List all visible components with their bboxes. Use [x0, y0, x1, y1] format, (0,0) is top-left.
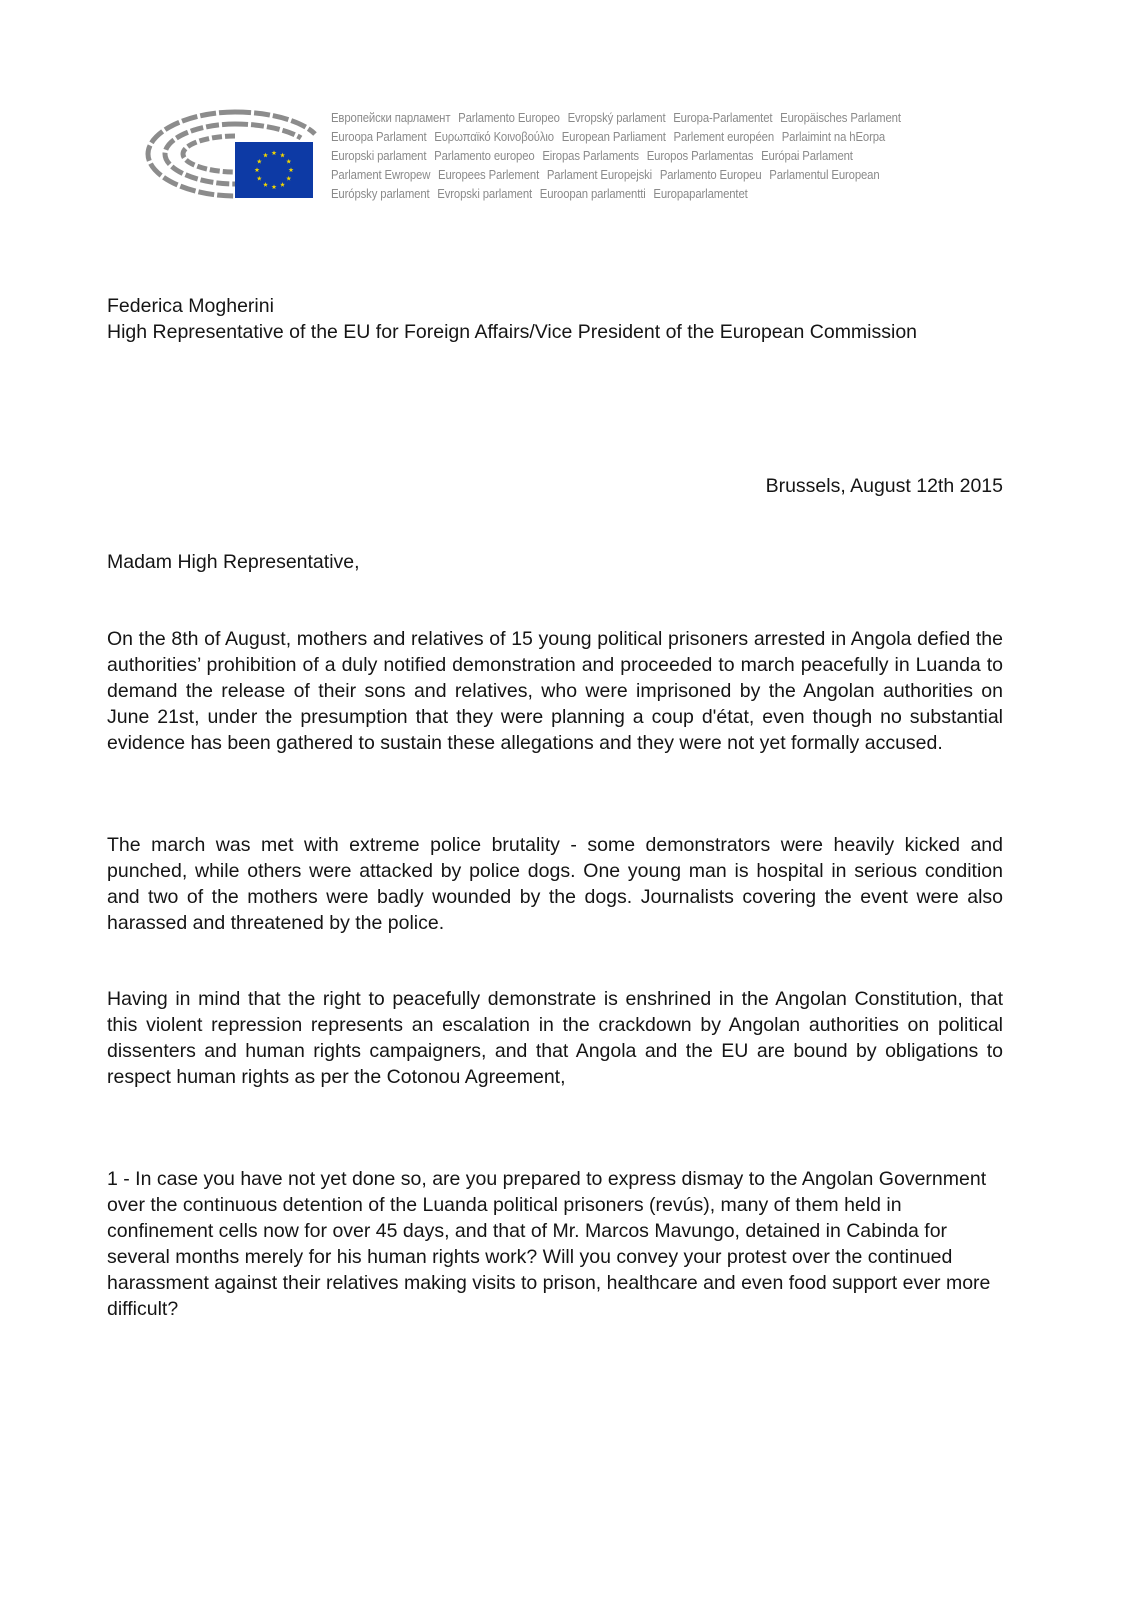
language-name: Europees Parlement — [438, 167, 540, 182]
language-row — [331, 127, 890, 146]
eu-flag — [235, 142, 313, 198]
european-parliament-logo — [143, 104, 323, 200]
language-name: Evropský parlament — [567, 110, 666, 125]
language-name: Parlamento europeo — [434, 148, 535, 163]
language-name: Europa-Parlamentet — [673, 110, 773, 125]
language-names — [331, 108, 901, 203]
language-name: Parlaimint na hEorpa — [781, 129, 886, 144]
language-name: Европейски парламент — [331, 110, 451, 125]
language-name: European Parliament — [561, 129, 666, 144]
language-name: Ευρωπαϊκό Κοινοβούλιο — [434, 129, 554, 144]
language-name: Europäisches Parlament — [780, 110, 901, 125]
language-name: Parlement européen — [673, 129, 775, 144]
language-name: Europski parlament — [331, 148, 427, 163]
question-paragraph: 1 - In case you have not yet done so, are you prepared to express dismay to the Angolan Government over the continuous detention of the Luanda political prisoners (revús), many of them held in confinement cells now for over 45 days, and that of Mr. Marcos Mavungo, detained in Cabinda for several months merely for his human rights work? Will you convey your protest over the continued harassment against their relatives making visits to prison, healthcare and even food support ever more difficult? — [107, 1168, 991, 1320]
letterhead — [143, 104, 973, 204]
language-name: Europos Parlamentas — [646, 148, 754, 163]
language-name: Parlamento Europeu — [659, 167, 762, 182]
language-name: Evropski parlament — [437, 186, 533, 201]
language-name: Parlamentul European — [769, 167, 880, 182]
recipient-block — [107, 293, 1003, 345]
language-name: Europaparlamentet — [653, 186, 748, 201]
paragraph: On the 8th of August, mothers and relatives of 15 young political prisoners arrested in Angola defied the authorities’ prohibition of a duly notified demonstration and proceeded to march peacefully in Luanda to demand the release of their sons and relatives, who were imprisoned by the Angolan authorities on June 21st, under the presumption that they were planning a coup d'état, even though no substantial evidence has been gathered to sustain these allegations and they were not yet formally accused. — [107, 628, 1003, 754]
language-row — [331, 108, 901, 127]
salutation: Madam High Representative, — [107, 551, 360, 573]
paragraph: Having in mind that the right to peacefully demonstrate is enshrined in the Angolan Constitution, that this violent repression represents an escalation in the crackdown by Angolan authorities on political dissenters and human rights campaigners, and that Angola and the EU are bound by obligations to respect human rights as per the Cotonou Agreement, — [107, 988, 1003, 1088]
language-row — [331, 146, 890, 165]
language-name: Euroopa Parlament — [331, 129, 427, 144]
paragraph: The march was met with extreme police brutality - some demonstrators were heavily kicked and punched, while others were attacked by police dogs. One young man is hospital in serious condition and two of the mothers were badly wounded by the dogs. Journalists covering the event were also harassed and threatened by the police. — [107, 834, 1003, 934]
language-name: Parlamento Europeo — [458, 110, 560, 125]
language-row — [331, 165, 890, 184]
recipient-title: High Representative of the EU for Foreign Affairs/Vice President of the European Commission — [107, 321, 918, 343]
date-line: Brussels, August 12th 2015 — [765, 475, 1003, 497]
language-row — [331, 184, 890, 203]
language-name: Parlament Ewropew — [331, 167, 431, 182]
language-name: Euroopan parlamentti — [539, 186, 646, 201]
language-name: Parlament Europejski — [546, 167, 653, 182]
language-name: Európsky parlament — [331, 186, 430, 201]
language-name: Európai Parlament — [761, 148, 853, 163]
language-name: Eiropas Parlaments — [542, 148, 639, 163]
recipient-name: Federica Mogherini — [107, 295, 274, 317]
